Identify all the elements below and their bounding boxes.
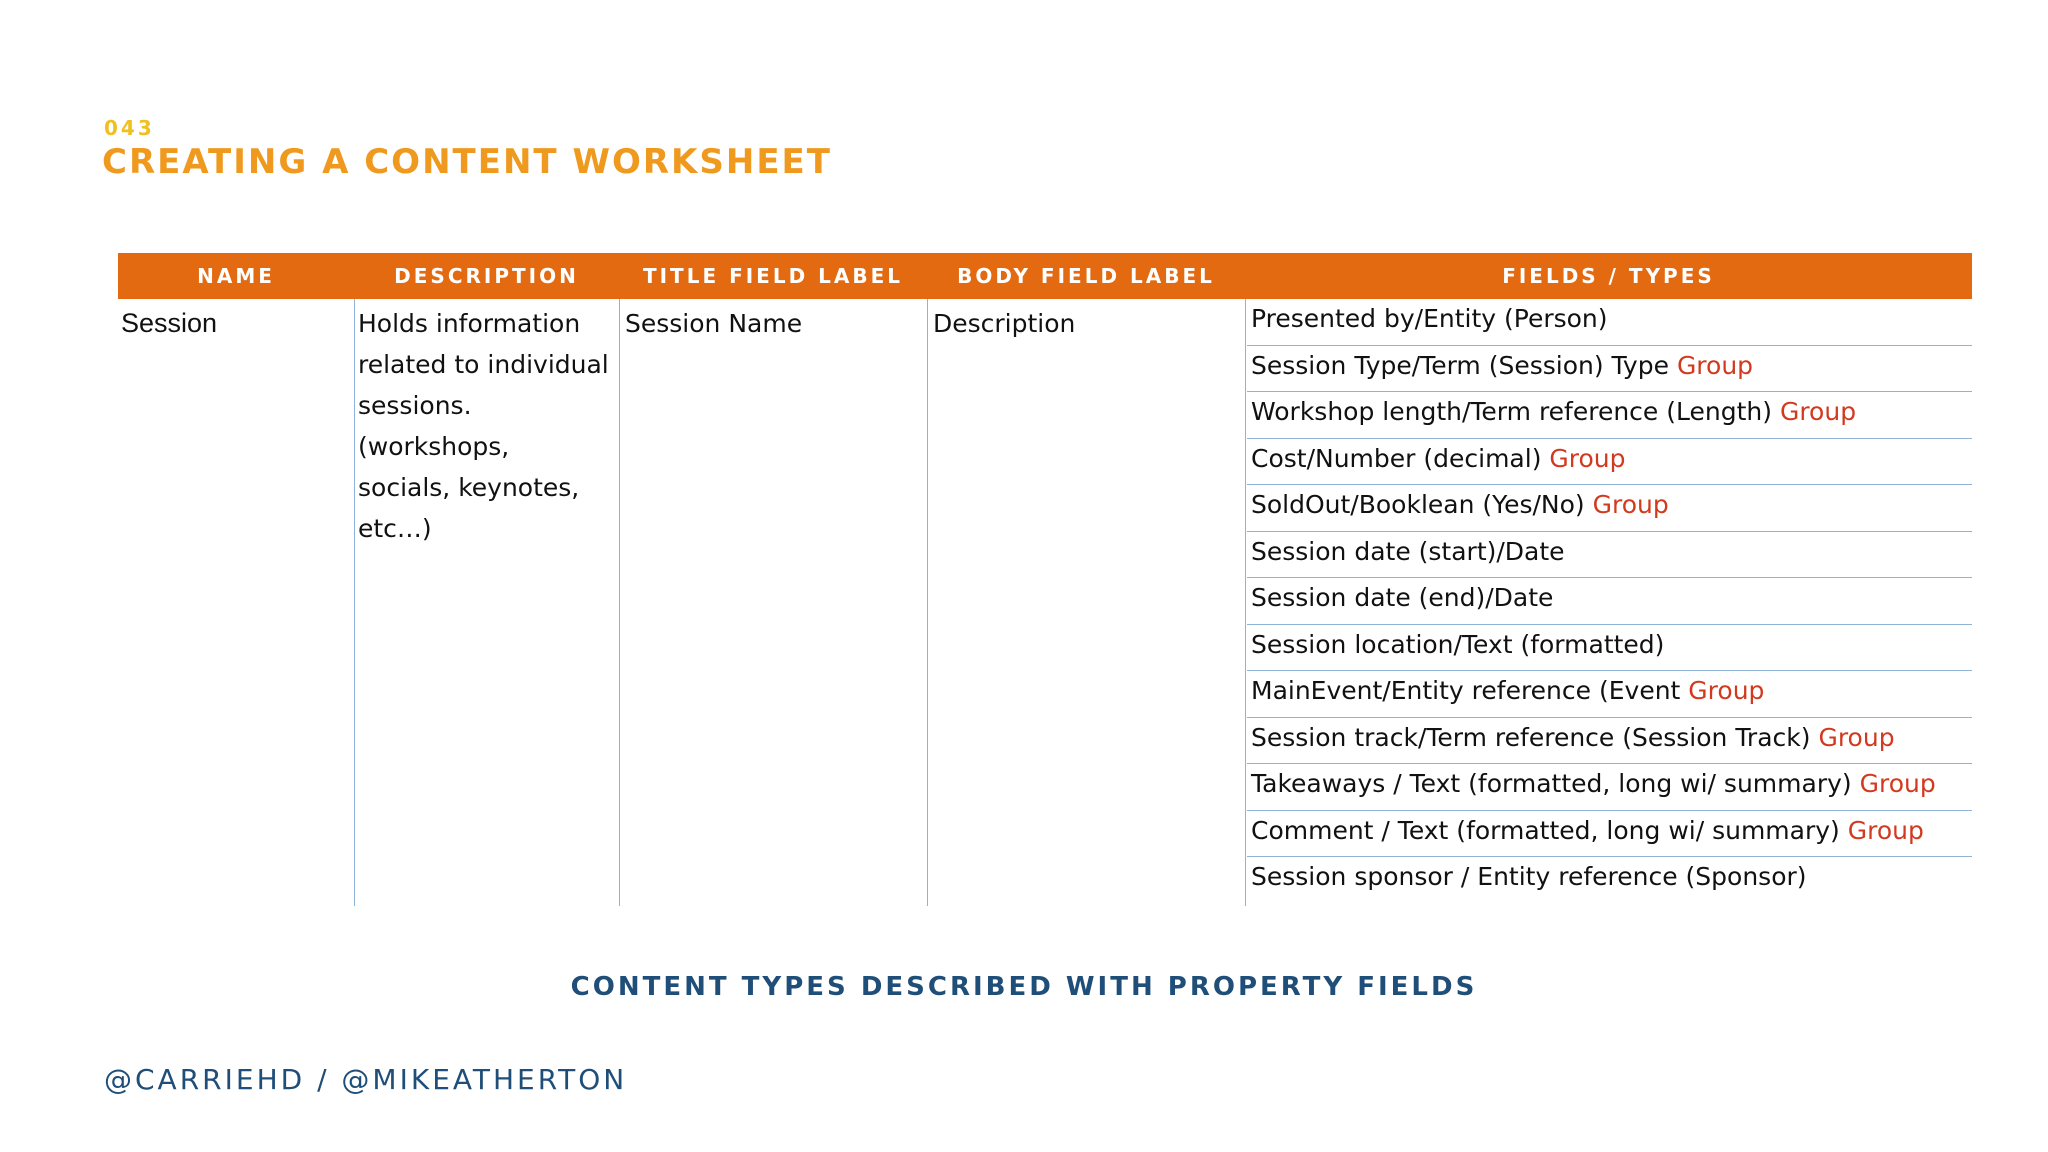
field-row bbox=[1247, 671, 1972, 718]
header-body-field-label: BODY FIELD LABEL bbox=[957, 264, 1215, 288]
header-title-field-label: TITLE FIELD LABEL bbox=[642, 264, 904, 288]
field-row bbox=[1247, 299, 1972, 346]
field-text: Session date (end)/Date bbox=[1251, 583, 1554, 612]
column-divider bbox=[1245, 299, 1246, 906]
cell-body-field-label: Description bbox=[933, 309, 1076, 338]
slide-title: CREATING A CONTENT WORKSHEET bbox=[102, 142, 832, 182]
column-divider bbox=[354, 299, 355, 906]
group-tag: Group bbox=[1549, 443, 1626, 473]
group-tag: Group bbox=[1847, 815, 1924, 845]
field-text: MainEvent/Entity reference (Event bbox=[1251, 676, 1689, 705]
group-tag: Group bbox=[1676, 350, 1754, 380]
header-name: NAME bbox=[197, 264, 275, 288]
field-text: Cost/Number (decimal) bbox=[1251, 443, 1550, 473]
group-tag: Group bbox=[1859, 769, 1936, 798]
group-tag: Group bbox=[1779, 397, 1857, 426]
field-text: Workshop length/Term reference (Length) bbox=[1251, 397, 1780, 426]
field-text: Comment / Text (formatted, long wi/ summary) bbox=[1251, 815, 1848, 845]
field-row bbox=[1247, 718, 1972, 765]
column-divider bbox=[927, 299, 928, 906]
field-text: Session sponsor / Entity reference (Sponsor) bbox=[1251, 862, 1807, 891]
field-row bbox=[1247, 439, 1972, 486]
header-fields-types: FIELDS / TYPES bbox=[1502, 264, 1715, 288]
field-text: Takeaways / Text (formatted, long wi/ summary) bbox=[1251, 769, 1860, 798]
field-row bbox=[1247, 485, 1972, 532]
field-row bbox=[1247, 346, 1972, 393]
field-row bbox=[1247, 532, 1972, 579]
field-row bbox=[1247, 857, 1972, 904]
group-tag: Group bbox=[1688, 676, 1765, 705]
field-row bbox=[1247, 625, 1972, 672]
cell-description: Holds information related to individual sessions. (workshops, socials, keynotes, etc…) bbox=[358, 309, 609, 543]
field-text: Session location/Text (formatted) bbox=[1251, 629, 1665, 659]
field-row bbox=[1247, 764, 1972, 811]
field-row bbox=[1247, 578, 1972, 625]
field-row bbox=[1247, 811, 1972, 858]
group-tag: Group bbox=[1592, 490, 1669, 519]
slide-credits: @CARRIEHD / @MIKEATHERTON bbox=[104, 1063, 628, 1096]
slide-caption: CONTENT TYPES DESCRIBED WITH PROPERTY FIELDS bbox=[570, 972, 1478, 1002]
field-text: Session date (start)/Date bbox=[1251, 536, 1565, 566]
column-divider bbox=[619, 299, 620, 906]
cell-name: Session bbox=[121, 308, 218, 338]
field-text: Presented by/Entity (Person) bbox=[1251, 304, 1608, 333]
field-text: Session Type/Term (Session) Type bbox=[1251, 350, 1677, 380]
slide-number: 043 bbox=[104, 116, 155, 140]
table-header-bar bbox=[118, 253, 1972, 299]
group-tag: Group bbox=[1818, 722, 1895, 752]
header-description: DESCRIPTION bbox=[394, 264, 579, 288]
cell-title-field-label: Session Name bbox=[625, 309, 803, 338]
field-text: SoldOut/Booklean (Yes/No) bbox=[1251, 490, 1593, 519]
field-row bbox=[1247, 392, 1972, 439]
content-worksheet-table bbox=[118, 253, 1972, 906]
field-text: Session track/Term reference (Session Track) bbox=[1251, 722, 1819, 752]
